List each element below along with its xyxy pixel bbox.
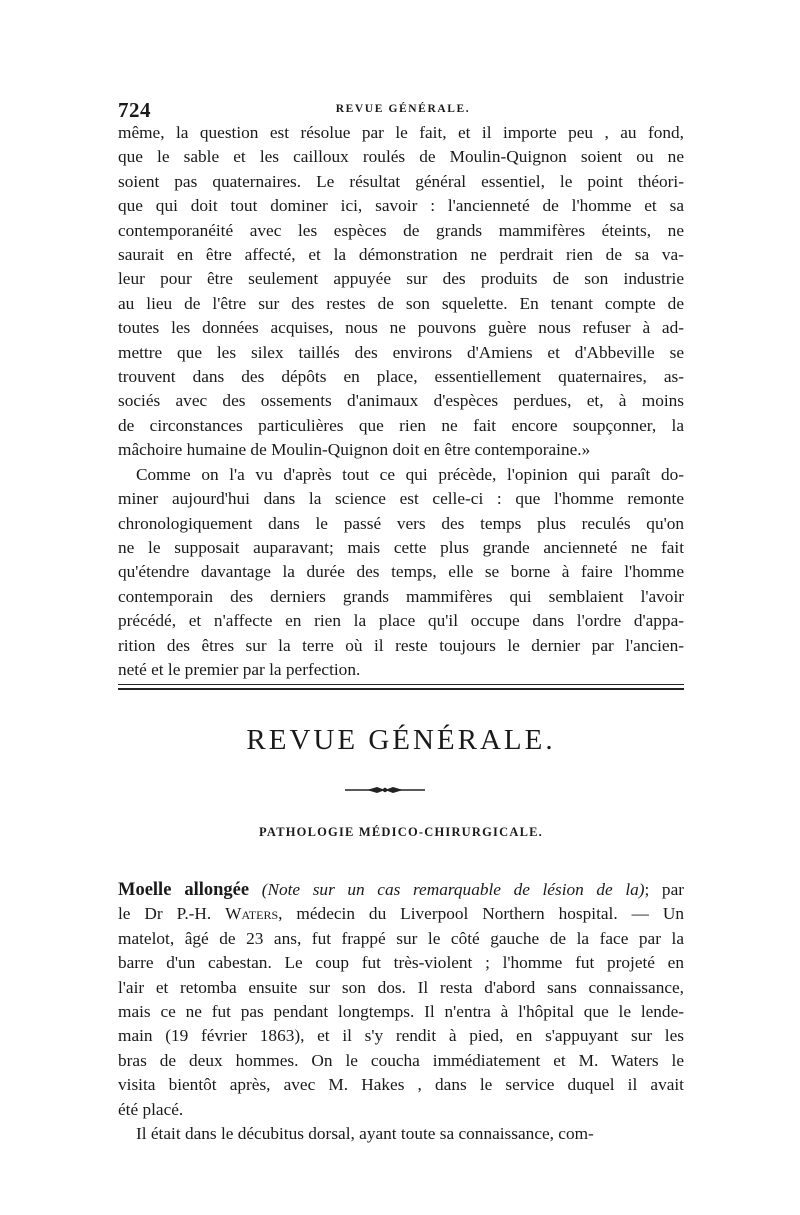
text-line: rition des êtres sur la terre où il reste toujours le dernier par l'ancien- [118,635,684,655]
text-line: bras de deux hommes. On le coucha immédiatement et M. Waters le [118,1050,684,1070]
author-suffix: , médecin du Liverpool Northern hospital. — Un [278,904,684,924]
text-line: de circonstances particulières que rien ne fait encore soupçonner, la [118,415,684,435]
text-line: au lieu de l'être sur des restes de son squelette. En tenant compte de [118,293,684,313]
text-line: main (19 février 1863), et il s'y rendit à pied, en s'appuyant sur les [118,1026,684,1046]
text-line: soient pas quaternaires. Le résultat général essentiel, le point théori- [118,171,684,191]
section-divider-rule [118,684,684,690]
page-number: 724 [118,98,151,122]
author-prefix: le Dr P.-H. [118,904,226,924]
article-body [118,878,684,1146]
body-text-top [118,121,684,682]
text-line: leur pour être seulement appuyée sur des produits de son industrie [118,269,684,289]
text-line: Il était dans le décubitus dorsal, ayant toute sa connaissance, com- [136,1124,594,1144]
text-line: trouvent dans des dépôts en place, essentiellement quaternaires, as- [118,367,684,387]
running-head [118,98,688,122]
article-first-line-rest: ; par [644,880,684,899]
text-line: saurait en être affecté, et la démonstration ne perdrait rien de sa va- [118,245,684,265]
section-title: REVUE GÉNÉRALE. [246,724,556,756]
section-subtitle: PATHOLOGIE MÉDICO-CHIRURGICALE. [259,825,543,839]
article-lead-term: Moelle allongée [118,880,250,900]
text-line: toutes les données acquises, nous ne pouvons guère nous refuser à ad- [118,318,684,338]
text-line: mais ce ne fut pas pendant longtemps. Il n'entra à l'hôpital que le lende- [118,1002,684,1022]
text-line: que le sable et les cailloux roulés de Moulin-Quignon soient ou ne [118,147,684,167]
article-author-line [118,902,684,926]
text-line: sociés avec des ossements d'animaux d'espèces perdues, et, à moins [118,391,684,411]
text-line: qu'étendre davantage la durée des temps, elle se borne à faire l'homme [118,562,684,582]
text-line: même, la question est résolue par le fait, et il importe peu , au fond, [118,123,684,142]
article-first-line [118,878,684,902]
text-line: neté et le premier par la perfection. [118,659,361,679]
article-lead-note: (Note sur un cas remarquable de lésion de la) [249,880,645,899]
text-line: matelot, âgé de 23 ans, fut frappé sur le côté gauche de la face par la [118,928,684,948]
text-line: été placé. [118,1099,184,1119]
text-line: visita bientôt après, avec M. Hakes , dans le service duquel il avait [118,1075,684,1095]
text-line: que qui doit tout dominer ici, savoir : l'ancienneté de l'homme et sa [118,196,684,216]
text-line: précédé, et n'affecte en rien la place qu'il occupe dans l'ordre d'appa- [118,611,684,631]
text-line: chronologiquement dans le passé vers des temps plus reculés qu'on [118,513,684,533]
text-line: mâchoire humaine de Moulin-Quignon doit en être contemporaine.» [118,440,591,460]
text-line: mettre que les silex taillés des environs d'Amiens et d'Abbeville se [118,342,684,362]
text-line: miner aujourd'hui dans la science est celle-ci : que l'homme remonte [118,489,684,509]
text-line: contemporain des derniers grands mammifères qui semblaient l'avoir [118,586,684,606]
text-line: Comme on l'a vu d'après tout ce qui précède, l'opinion qui paraît do- [136,464,684,484]
running-title: REVUE GÉNÉRALE. [335,103,471,115]
ornament-divider [345,785,425,795]
text-line: l'air et retomba ensuite sur son dos. Il resta d'abord sans connaissance, [118,977,684,997]
text-line: barre d'un cabestan. Le coup fut très-violent ; l'homme fut projeté en [118,953,684,973]
author-name: Waters [225,904,279,924]
text-line: contemporanéité avec les espèces de grands mammifères éteints, ne [118,220,684,240]
text-line: ne le supposait auparavant; mais cette plus grande ancienneté ne fait [118,537,684,557]
